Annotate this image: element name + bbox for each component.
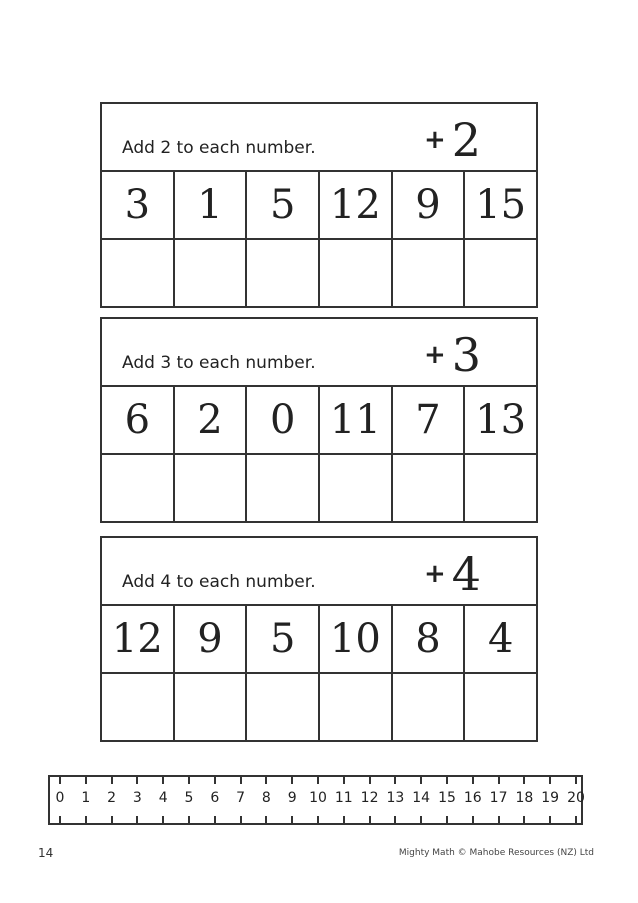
answer-box[interactable] [173,455,246,521]
number-line-tick [498,816,500,823]
answer-box[interactable] [391,674,464,740]
answer-row [102,238,536,306]
number-cell: 3 [124,182,151,228]
number-line-tick [394,816,396,823]
number-line-tick [162,777,164,784]
number-line-tick [214,816,216,823]
number-line-tick [575,777,577,784]
number-row [102,387,536,453]
answer-box[interactable] [102,240,173,306]
answer-box[interactable] [463,674,536,740]
number-line-tick [265,816,267,823]
number-line-label: 16 [463,790,482,806]
task-header [102,319,536,387]
number-line-tick [369,777,371,784]
number-cell: 15 [463,172,536,238]
answer-box[interactable] [245,240,318,306]
number-cell: 6 [124,397,151,443]
number-line-tick [446,777,448,784]
task-add-2 [100,102,538,308]
task-header [102,104,536,172]
number-row [102,172,536,238]
number-cell: 0 [245,387,318,453]
instruction-text: Add 2 to each number. [122,138,316,158]
number-line-tick [59,816,61,823]
number-line-label: 4 [158,790,168,806]
number-line-tick [420,777,422,784]
number-cell: 10 [318,606,391,672]
number-line-tick [317,777,319,784]
number-line-tick [291,777,293,784]
number-line-label: 9 [287,790,297,806]
number-line-label: 13 [386,790,405,806]
number-line-label: 8 [261,790,271,806]
number-line-tick [343,777,345,784]
number-line-tick [111,816,113,823]
number-line-tick [549,816,551,823]
plus-sign: + [424,559,446,589]
number-cell: 2 [173,387,246,453]
number-line-tick [549,777,551,784]
number-cell: 9 [173,606,246,672]
instruction-text: Add 3 to each number. [122,353,316,373]
number-line-label: 19 [541,790,560,806]
answer-box[interactable] [245,455,318,521]
answer-box[interactable] [318,240,391,306]
number-cell: 7 [391,387,464,453]
number-line-tick [575,816,577,823]
number-cell: 11 [318,387,391,453]
number-cell: 5 [245,172,318,238]
number-line-label: 11 [334,790,353,806]
number-line-tick [523,777,525,784]
operator-amount: 4 [451,547,482,601]
operator-amount: 3 [451,328,482,382]
operator-label [424,328,481,382]
number-line-label: 18 [515,790,534,806]
number-line-label: 10 [309,790,327,806]
answer-box[interactable] [102,455,173,521]
number-line-label: 2 [107,790,117,806]
number-line-tick [394,777,396,784]
number-line-tick [265,777,267,784]
number-cell: 1 [173,172,246,238]
number-line-label: 0 [55,790,65,806]
page-number: 14 [38,846,54,860]
number-line-tick [498,777,500,784]
number-line-tick [317,816,319,823]
plus-sign: + [424,125,446,155]
operator-amount: 2 [451,113,482,167]
number-line-tick [59,777,61,784]
answer-box[interactable] [391,240,464,306]
number-cell: 4 [463,606,536,672]
operator-label [424,113,481,167]
answer-box[interactable] [102,674,173,740]
number-line-label: 14 [412,790,431,806]
operator-label [424,547,481,601]
number-line-tick [85,777,87,784]
instruction-text: Add 4 to each number. [122,572,316,592]
number-line-tick [85,816,87,823]
number-cell: 12 [318,172,391,238]
number-line-tick [111,777,113,784]
number-line-label: 12 [360,790,379,806]
number-cell: 5 [245,606,318,672]
answer-box[interactable] [173,674,246,740]
plus-sign: + [424,340,446,370]
number-line-tick [420,816,422,823]
number-line-tick [446,816,448,823]
number-row [102,606,536,672]
number-line-label: 20 [567,790,585,806]
answer-box[interactable] [173,240,246,306]
answer-box[interactable] [318,455,391,521]
number-line-tick [523,816,525,823]
answer-box[interactable] [391,455,464,521]
number-line-label: 1 [81,790,91,806]
number-line-tick [214,777,216,784]
number-line-tick [136,777,138,784]
answer-box[interactable] [318,674,391,740]
number-line-tick [240,816,242,823]
number-line-label: 17 [489,790,508,806]
number-line-tick [240,777,242,784]
answer-box[interactable] [463,240,536,306]
answer-box[interactable] [245,674,318,740]
number-line-tick [343,816,345,823]
number-line-label: 7 [236,790,246,806]
number-cell: 8 [391,606,464,672]
number-line-tick [136,816,138,823]
number-line-label: 5 [184,790,194,806]
number-line-label: 15 [438,790,456,806]
task-add-4 [100,536,538,742]
number-line-label: 3 [132,790,142,806]
answer-row [102,672,536,740]
number-line-tick [472,816,474,823]
number-cell: 9 [391,172,464,238]
number-line-tick [369,816,371,823]
number-line-tick [188,816,190,823]
number-cell: 13 [463,387,536,453]
number-cell: 12 [111,616,163,662]
answer-box[interactable] [463,455,536,521]
number-line-tick [162,816,164,823]
task-add-3 [100,317,538,523]
number-line-tick [291,816,293,823]
answer-row [102,453,536,521]
number-line-tick [472,777,474,784]
footer-credit: Mighty Math © Mahobe Resources (NZ) Ltd [398,848,594,858]
number-line-tick [188,777,190,784]
task-header [102,538,536,606]
number-line [48,775,583,825]
number-line-label: 6 [210,790,220,806]
